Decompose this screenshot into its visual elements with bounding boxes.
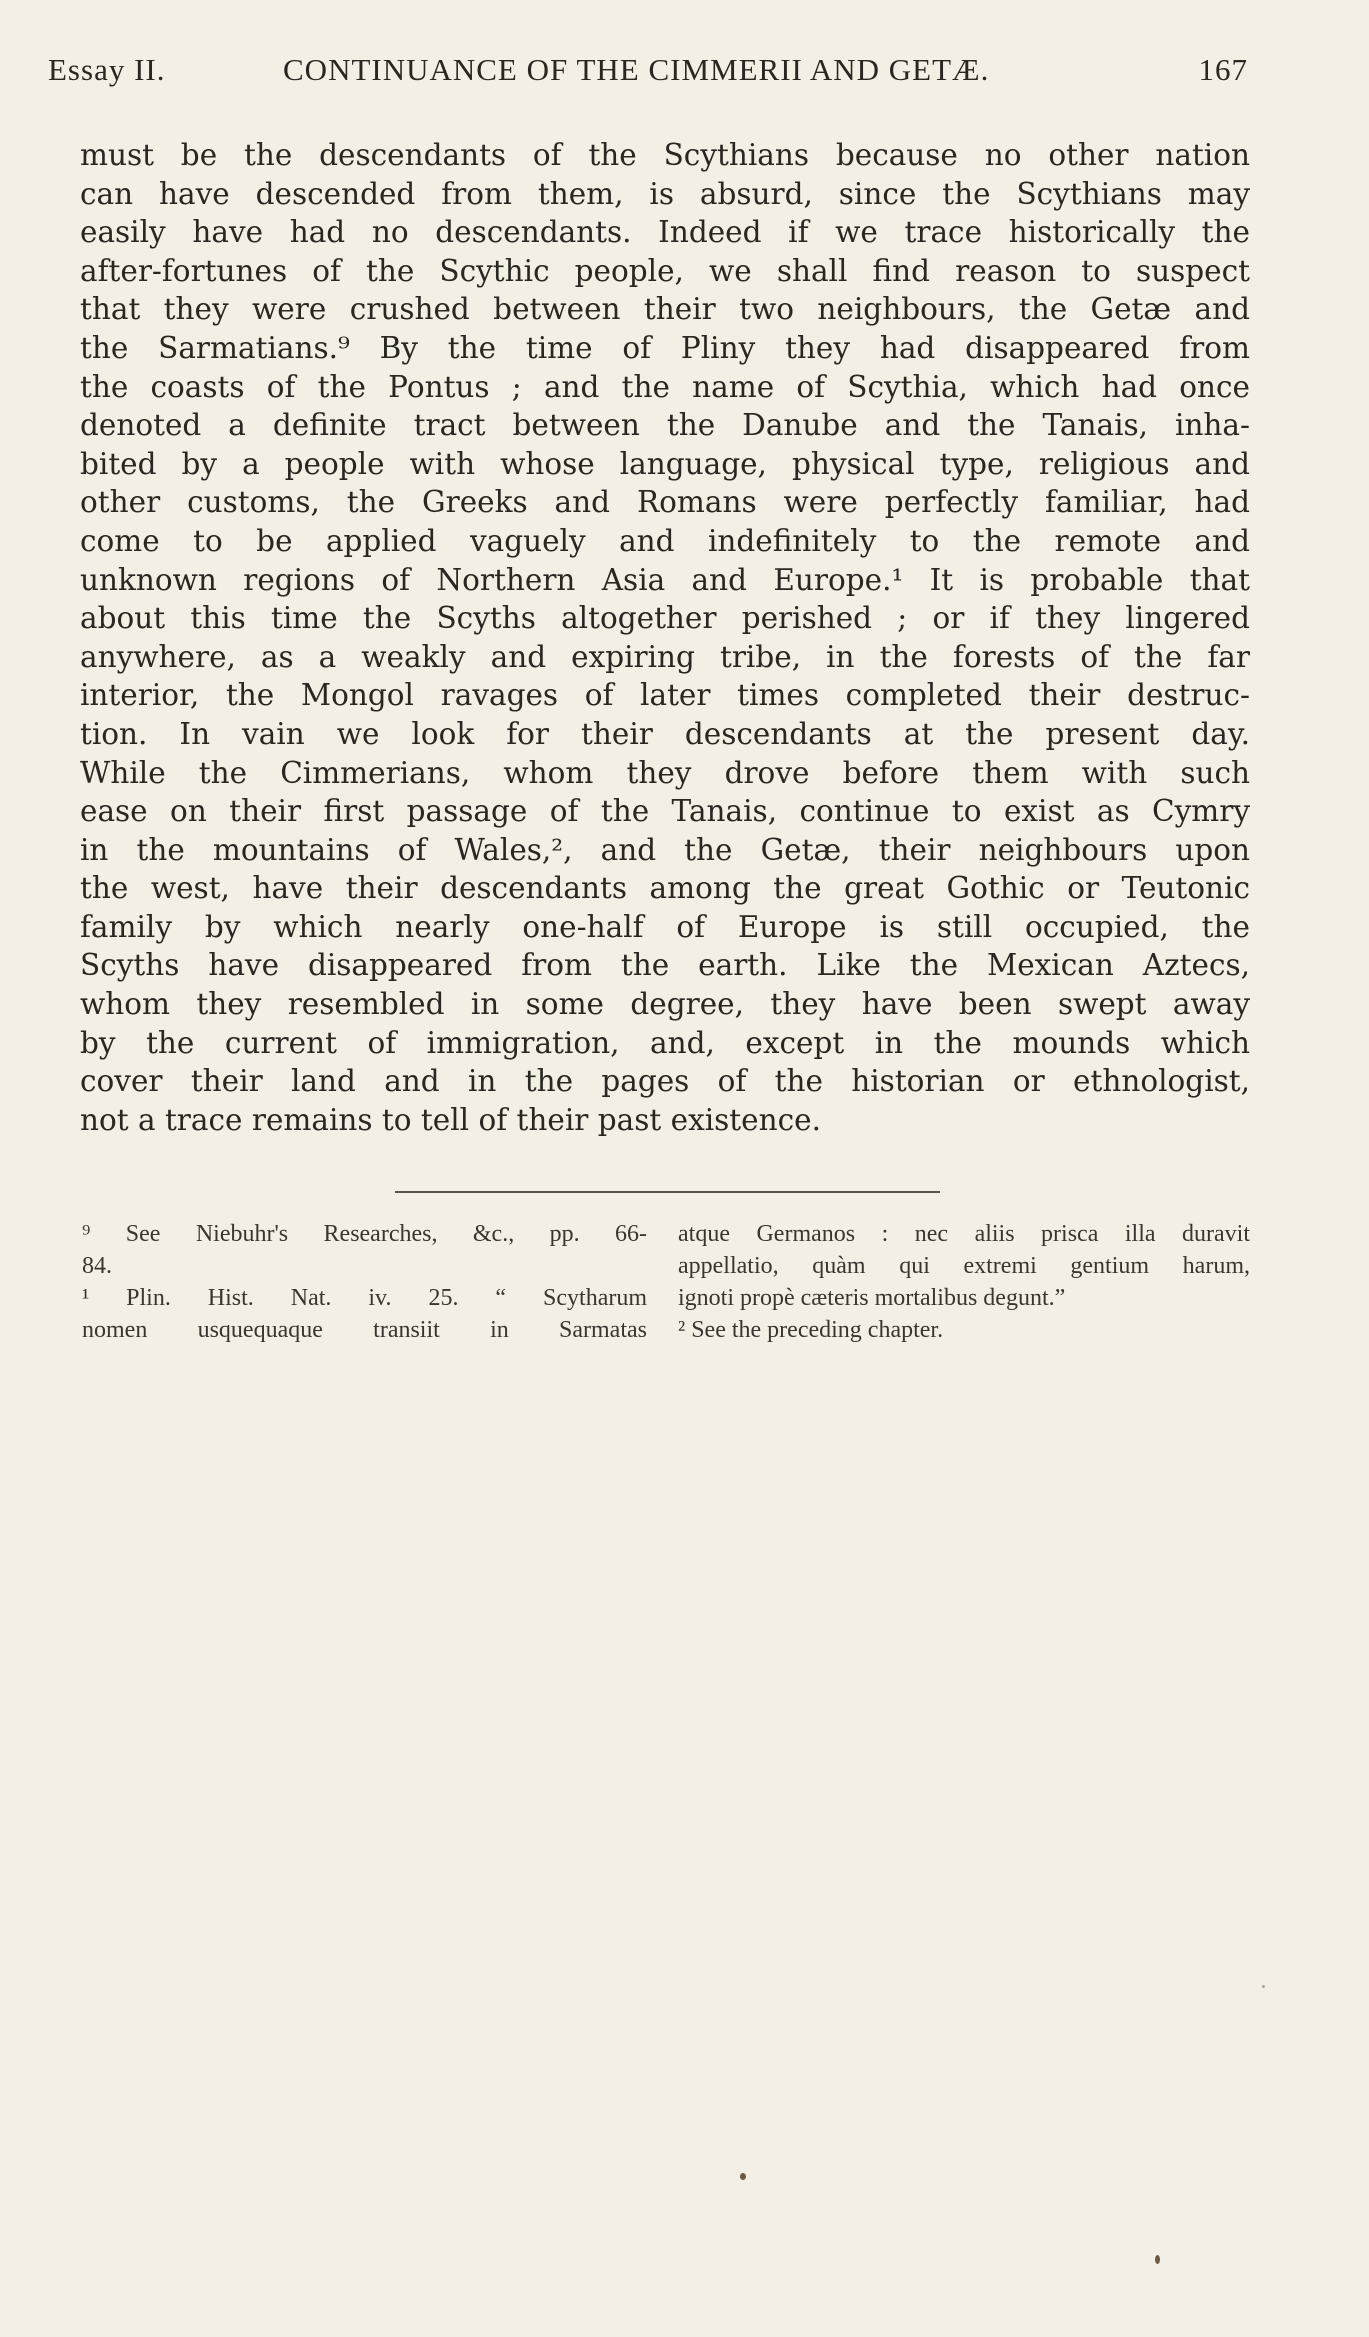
body-line: must be the descendants of the Scythians because no other nation (80, 138, 1250, 172)
body-line: tion. In vain we look for their descendants at the present day. (80, 716, 1250, 751)
running-head-essay: Essay II. (48, 52, 166, 87)
body-line: that they were crushed between their two neighbours, the Getæ and (80, 292, 1250, 327)
footnote-line: ¹ Plin. Hist. Nat. iv. 25. “ Scytharum (82, 1285, 647, 1311)
running-head (48, 48, 1248, 92)
body-line: ease on their first passage of the Tanais, continue to exist as Cymry (80, 794, 1250, 829)
footnotes-left-column (82, 1218, 647, 1346)
footnote-line: appellatio, quàm qui extremi gentium harum, (678, 1253, 1250, 1279)
paper-speck (1262, 1985, 1265, 1988)
running-head-title: CONTINUANCE OF THE CIMMERII AND GETÆ. (283, 52, 990, 87)
body-line: unknown regions of Northern Asia and Europe.¹ It is probable that (80, 562, 1250, 597)
body-line: interior, the Mongol ravages of later times completed their destruc- (80, 678, 1250, 713)
footnotes-right-column (678, 1218, 1250, 1346)
body-line: family by which nearly one-half of Europe is still occupied, the (80, 909, 1250, 944)
body-paragraph (80, 136, 1250, 1139)
body-line: denoted a definite tract between the Danube and the Tanais, inha- (80, 408, 1250, 443)
body-line: in the mountains of Wales,², and the Getæ, their neighbours upon (80, 832, 1250, 867)
footnote-line: ² See the preceding chapter. (678, 1317, 944, 1343)
body-line: whom they resembled in some degree, they have been swept away (80, 987, 1250, 1022)
footnote-line: nomen usquequaque transiit in Sarmatas (82, 1317, 647, 1343)
body-line: about this time the Scyths altogether perished ; or if they lingered (80, 601, 1250, 636)
body-line: the coasts of the Pontus ; and the name of Scythia, which had once (80, 369, 1250, 404)
body-line: the west, have their descendants among the great Gothic or Teutonic (80, 871, 1250, 906)
footnote-line: atque Germanos : nec aliis prisca illa duravit (678, 1221, 1250, 1247)
body-line: cover their land and in the pages of the historian or ethnologist, (80, 1064, 1250, 1099)
page-number: 167 (1198, 52, 1248, 87)
body-line: anywhere, as a weakly and expiring tribe, in the forests of the far (80, 639, 1250, 674)
body-line: easily have had no descendants. Indeed if we trace historically the (80, 215, 1250, 250)
body-line: the Sarmatians.⁹ By the time of Pliny they had disappeared from (80, 330, 1250, 365)
body-line: after-fortunes of the Scythic people, we shall find reason to suspect (80, 253, 1250, 288)
body-line: come to be applied vaguely and indefinitely to the remote and (80, 523, 1250, 558)
body-line: can have descended from them, is absurd, since the Scythians may (80, 176, 1250, 211)
body-line: While the Cimmerians, whom they drove before them with such (80, 755, 1250, 790)
footnote-line: 84. (82, 1253, 112, 1279)
paper-speck (1155, 2255, 1160, 2264)
footnote-rule (395, 1191, 940, 1193)
footnote-line: ignoti propè cæteris mortalibus degunt.” (678, 1285, 1066, 1311)
body-line: bited by a people with whose language, physical type, religious and (80, 446, 1250, 481)
footnote-line: ⁹ See Niebuhr's Researches, &c., pp. 66- (82, 1221, 647, 1247)
body-line: other customs, the Greeks and Romans were perfectly familiar, had (80, 485, 1250, 520)
body-line: not a trace remains to tell of their past existence. (80, 1102, 821, 1137)
paper-speck (740, 2173, 746, 2180)
body-line: Scyths have disappeared from the earth. Like the Mexican Aztecs, (80, 948, 1250, 983)
body-line: by the current of immigration, and, except in the mounds which (80, 1025, 1250, 1060)
